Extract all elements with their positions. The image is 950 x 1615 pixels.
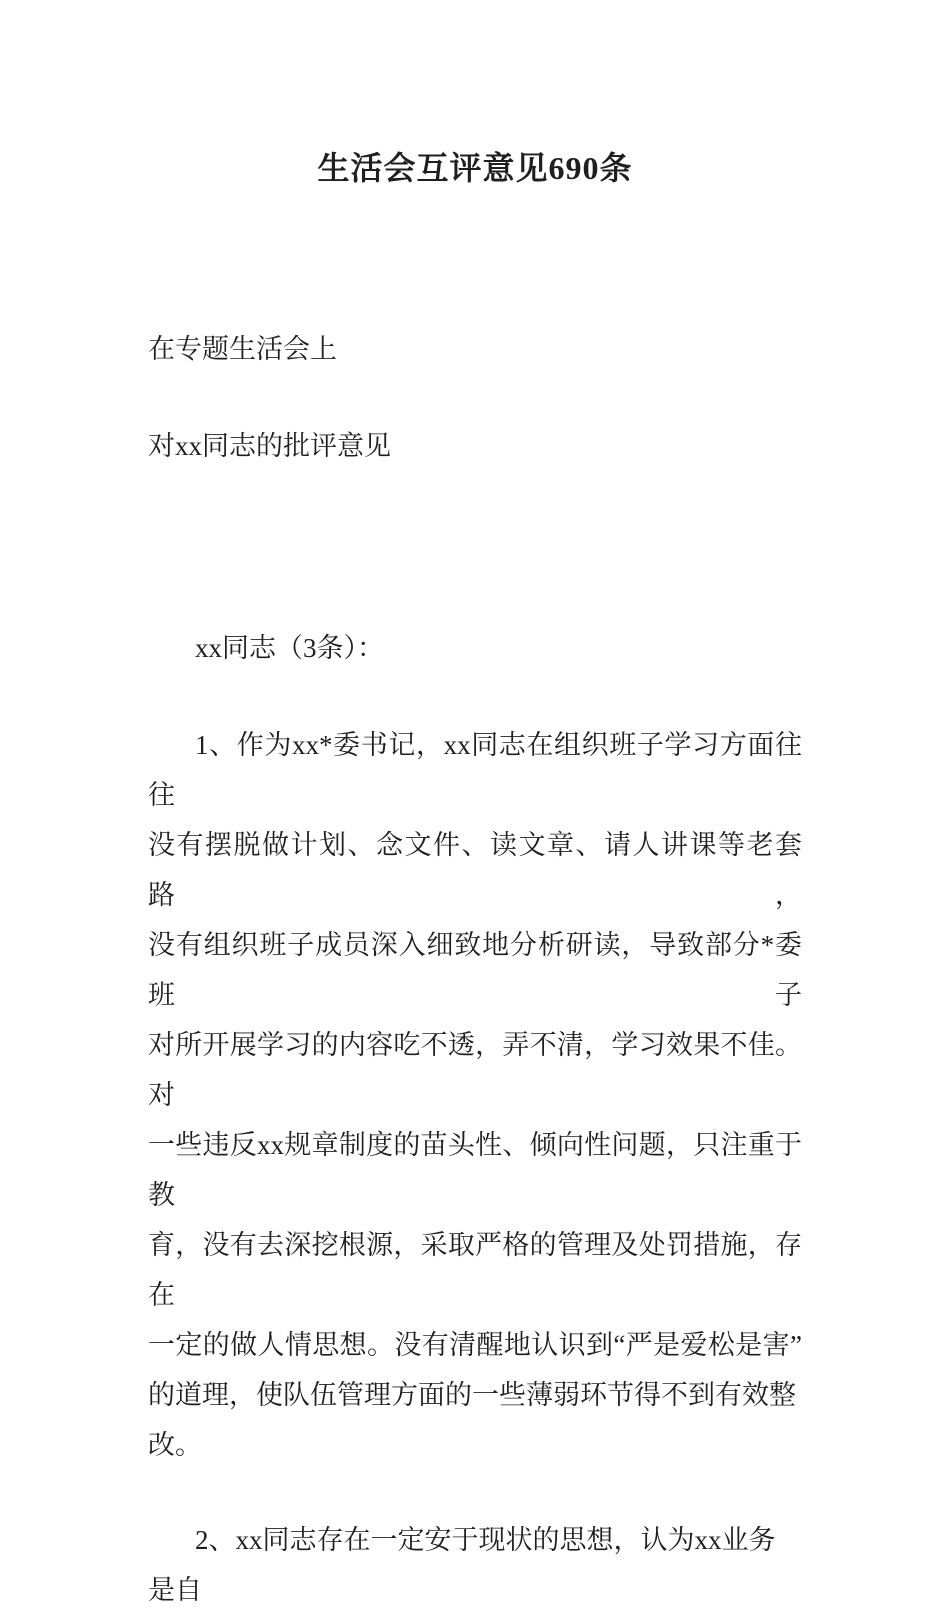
- paragraph: [148, 623, 802, 673]
- text-line: 在专题生活会上: [148, 334, 337, 364]
- document-body: [148, 324, 802, 1615]
- text-line: xx同志（3条）：: [195, 633, 384, 663]
- text-line: 2、xx同志存在一定安于现状的思想，认为xx业务是自: [148, 1525, 776, 1605]
- text-line: 一些违反xx规章制度的苗头性、倾向性问题，只注重于教: [148, 1130, 802, 1210]
- paragraph: [148, 1515, 802, 1615]
- document-title: 生活会互评意见690条: [317, 150, 633, 186]
- paragraph: [148, 720, 802, 1470]
- paragraph: [148, 421, 802, 471]
- text-line: 没有摆脱做计划、念文件、读文章、请人讲课等老套路，: [148, 830, 802, 910]
- text-line: 1、作为xx*委书记，xx同志在组织班子学习方面往往: [148, 730, 802, 810]
- text-line: 对所开展学习的内容吃不透，弄不清，学习效果不佳。对: [148, 1030, 802, 1110]
- text-line: 一定的做人情思想。没有清醒地认识到“严是爱松是害”: [148, 1330, 802, 1360]
- text-line: 对xx同志的批评意见: [148, 431, 391, 461]
- text-line: 的道理，使队伍管理方面的一些薄弱环节得不到有效整改。: [148, 1380, 796, 1460]
- paragraph: [148, 324, 802, 374]
- text-line: 育，没有去深挖根源，采取严格的管理及处罚措施，存在: [148, 1230, 802, 1310]
- text-line: 没有组织班子成员深入细致地分析研读，导致部分*委班子: [148, 930, 802, 1010]
